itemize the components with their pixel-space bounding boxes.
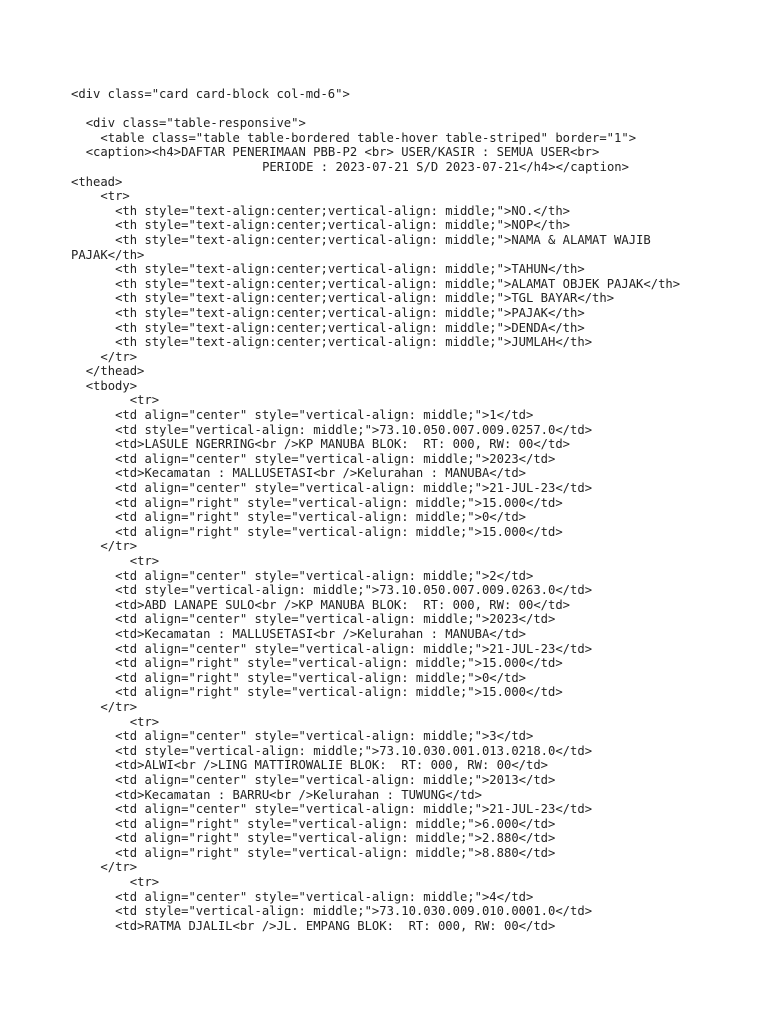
code-line: <td>Kecamatan : MALLUSETASI<br />Kelurahan : MANUBA</td> [115,626,526,641]
code-line: <td style="vertical-align: middle;">73.10.050.007.009.0257.0</td> [115,422,593,437]
code-line: <td align="center" style="vertical-align: middle;">3</td> [115,729,534,744]
code-line: <td align="center" style="vertical-align: middle;">21-JUL-23</td> [115,802,593,817]
code-line: <td style="vertical-align: middle;">73.10.030.001.013.0218.0</td> [115,743,593,758]
code-line: <th style="text-align:center;vertical-align: middle;">JUMLAH</th> [115,335,593,350]
code-line: <td align="right" style="vertical-align: middle;">0</td> [115,670,526,685]
code-line: <td align="center" style="vertical-align: middle;">1</td> [115,408,534,423]
code-line: <td align="center" style="vertical-align: middle;">21-JUL-23</td> [115,641,593,656]
code-line: <div class="card card-block col-md-6"> [71,87,350,101]
code-line: <th style="text-align:center;vertical-align: middle;">DENDA</th> [115,320,585,335]
code-line: <td align="center" style="vertical-align: middle;">2023</td> [115,612,556,627]
code-line: <td>Kecamatan : BARRU<br />Kelurahan : TUWUNG</td> [115,787,482,802]
code-line: </tr> [100,349,138,364]
code-line: <thead> [71,174,123,189]
code-line: PAJAK</th> [71,247,145,262]
code-line: </tr> [100,860,138,875]
code-line: <tr> [129,714,160,729]
code-line: <td align="right" style="vertical-align: middle;">8.880</td> [115,845,556,860]
code-line: <tr> [129,393,160,408]
code-line: <td align="right" style="vertical-align: middle;">2.880</td> [115,831,556,846]
code-line: </tr> [100,539,138,554]
code-line: <td align="center" style="vertical-align: middle;">4</td> [115,889,534,904]
code-line: <td align="center" style="vertical-align: middle;">2013</td> [115,772,556,787]
code-line: <tbody> [85,378,138,393]
code-line: <td align="center" style="vertical-align: middle;">21-JUL-23</td> [115,481,593,496]
code-line: <td>ALWI<br />LING MATTIROWALIE BLOK: RT: 000, RW: 00</td> [115,758,549,773]
code-line: <td align="right" style="vertical-align: middle;">0</td> [115,510,526,525]
code-line: <th style="text-align:center;vertical-align: middle;">NOP</th> [115,218,571,233]
code-line: <td>LASULE NGERRING<br />KP MANUBA BLOK: RT: 000, RW: 00</td> [115,437,571,452]
code-line: <td align="center" style="vertical-align: middle;">2023</td> [115,451,556,466]
code-line [71,102,751,117]
code-line: <td align="right" style="vertical-align: middle;">15.000</td> [115,524,563,539]
code-line: </thead> [85,364,145,379]
code-line: <th style="text-align:center;vertical-align: middle;">NO.</th> [115,203,571,218]
code-line: <td style="vertical-align: middle;">73.10.050.007.009.0263.0</td> [115,583,593,598]
code-line: <tr> [100,189,130,204]
code-line: <td align="right" style="vertical-align: middle;">15.000</td> [115,656,563,671]
html-source-listing [71,87,751,933]
code-line: <td align="right" style="vertical-align: middle;">15.000</td> [115,685,563,700]
code-line: <th style="text-align:center;vertical-align: middle;">ALAMAT OBJEK PAJAK</th> [115,276,681,291]
code-line: <td>ABD LANAPE SULO<br />KP MANUBA BLOK: RT: 000, RW: 00</td> [115,597,571,612]
code-line: <td style="vertical-align: middle;">73.10.030.009.010.0001.0</td> [115,904,593,919]
code-line: <td align="center" style="vertical-align: middle;">2</td> [115,568,534,583]
code-line: <td>Kecamatan : MALLUSETASI<br />Kelurahan : MANUBA</td> [115,466,526,481]
code-line: <tr> [129,554,160,568]
code-line: <th style="text-align:center;vertical-align: middle;">PAJAK</th> [115,305,585,320]
code-line: <table class="table table-bordered table-hover table-striped" border="1"> [100,130,637,145]
code-line: <td>RATMA DJALIL<br />JL. EMPANG BLOK: RT: 000, RW: 00</td> [115,918,556,933]
code-line: <caption><h4>DAFTAR PENERIMAAN PBB-P2 <br> USER/KASIR : SEMUA USER<br> [85,145,600,160]
code-line: <th style="text-align:center;vertical-align: middle;">TAHUN</th> [115,262,585,277]
code-line: <div class="table-responsive"> [85,116,306,131]
code-line: <td align="right" style="vertical-align: middle;">15.000</td> [115,495,563,510]
code-line: <th style="text-align:center;vertical-align: middle;">TGL BAYAR</th> [115,291,615,306]
code-line: </tr> [100,699,138,714]
code-line: <th style="text-align:center;vertical-align: middle;">NAMA & ALAMAT WAJIB [115,232,651,247]
code-line: <td align="right" style="vertical-align: middle;">6.000</td> [115,816,556,831]
code-line: <tr> [129,875,160,890]
code-line: PERIODE : 2023-07-21 S/D 2023-07-21</h4></caption> [262,159,629,174]
